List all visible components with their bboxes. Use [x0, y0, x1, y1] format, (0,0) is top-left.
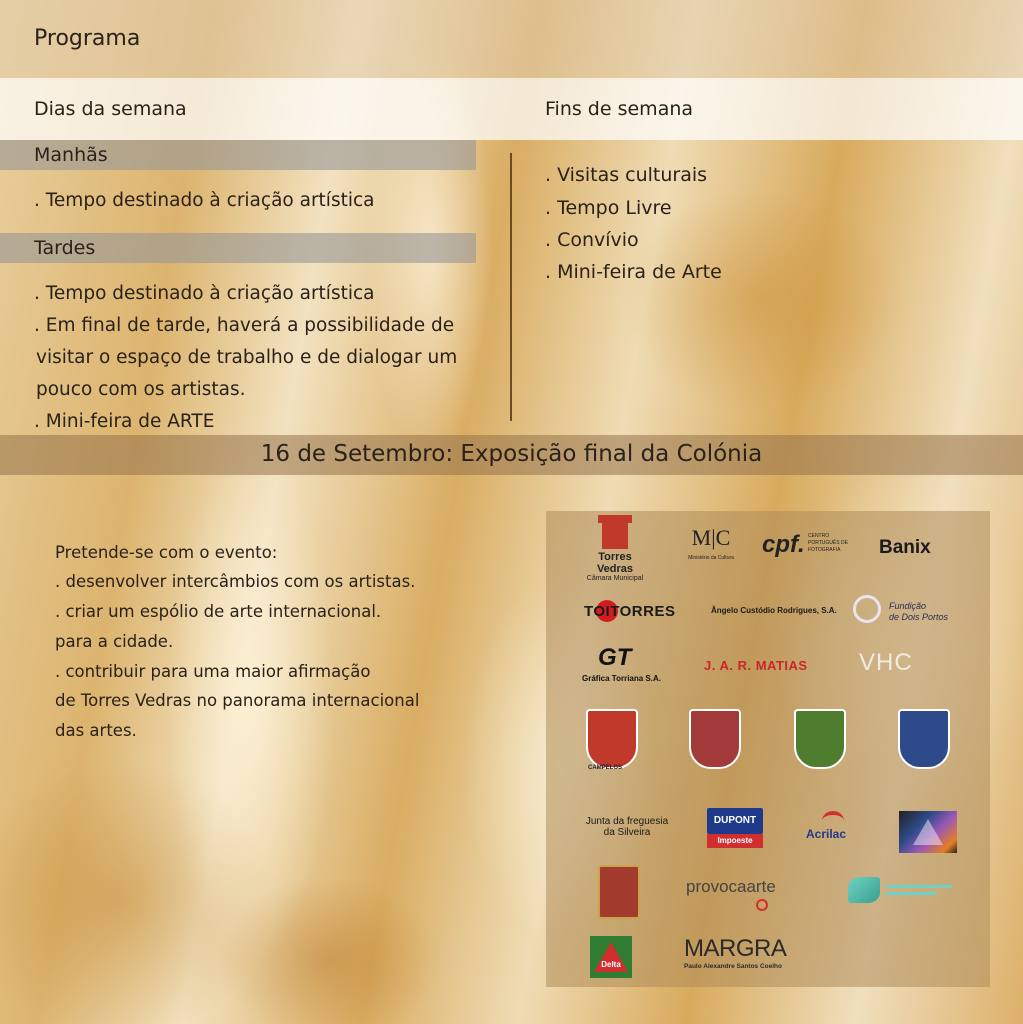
mornings-item: . Tempo destinado à criação artística: [34, 190, 375, 211]
margra-sub: Paulo Alexandre Santos Coelho: [684, 963, 783, 970]
gear-icon: [853, 595, 881, 623]
silveira-line2: da Silveira: [603, 827, 651, 838]
provocaarte-logo: [686, 877, 806, 907]
torres-vedras-logo: [580, 521, 650, 582]
purpose-line: para a cidade.: [55, 632, 174, 651]
torres-vedras-sub: Câmara Municipal: [586, 575, 644, 582]
toitorres-logo: [584, 599, 694, 625]
delta-logo: [590, 936, 632, 978]
weekend-item: . Tempo Livre: [545, 197, 672, 219]
final-event-text: 16 de Setembro: Exposição final da Colónia: [260, 441, 763, 467]
mc-logo: [676, 525, 746, 561]
acrilac-logo: [804, 811, 874, 851]
provocaarte-name: provocaarte: [686, 877, 776, 896]
smile-icon: [756, 899, 768, 911]
mc-sub: Ministério da Cultura: [688, 555, 734, 561]
purpose-line: de Torres Vedras no panorama internacional: [55, 691, 420, 710]
page-title: Programa: [34, 26, 141, 51]
mornings-bar: [0, 140, 476, 170]
column-divider: [510, 153, 512, 421]
tower-icon: [602, 521, 628, 549]
margra-mark: MARGRA: [684, 935, 787, 962]
cpf-sub: CENTRO PORTUGUÊS DE FOTOGRAFIA: [808, 533, 848, 553]
campelos-label: CAMPELOS: [588, 765, 623, 771]
foundation-logo-icon: [848, 877, 958, 905]
cpf-mark: cpf.: [762, 531, 805, 558]
purpose-line: . desenvolver intercâmbios com os artistas.: [55, 572, 416, 591]
banix-logo: Banix: [879, 537, 931, 558]
toitorres-name: TOITORRES: [584, 603, 676, 620]
delta-name: Delta: [601, 960, 621, 969]
margra-logo: [684, 935, 804, 975]
mc-mark: M|C: [691, 525, 731, 550]
grafica-mark: GT: [598, 644, 632, 671]
dois-portos-logo: [853, 595, 963, 631]
vhc-logo: VHC: [859, 649, 913, 676]
dois-portos-name: Fundição: [889, 601, 927, 611]
mornings-label: Manhãs: [34, 144, 108, 166]
weekend-item: . Mini-feira de Arte: [545, 261, 722, 283]
parish-crest-blue-icon: [898, 709, 950, 769]
purpose-line: das artes.: [55, 721, 137, 740]
grafica-logo: [580, 644, 680, 684]
purpose-line: . criar um espólio de arte internacional.: [55, 602, 382, 621]
afternoons-line: . Mini-feira de ARTE: [34, 411, 215, 432]
local-crest-icon: [598, 865, 640, 919]
header-band: [0, 0, 1023, 78]
silveira-logo: [572, 816, 682, 838]
cpf-logo: [762, 531, 862, 565]
acrilac-name: Acrilac: [806, 827, 847, 841]
weekends-heading: Fins de semana: [545, 98, 694, 120]
dupont-logo: [707, 808, 763, 850]
afternoons-label: Tardes: [34, 237, 96, 259]
afternoons-bar: [0, 233, 476, 263]
afternoons-line: visitar o espaço de trabalho e de dialogar um: [36, 347, 458, 368]
angelo-logo: Ângelo Custódio Rodrigues, S.A.: [711, 606, 837, 615]
weekdays-heading: Dias da semana: [34, 98, 187, 120]
torres-vedras-name: Torres Vedras: [596, 551, 634, 575]
afternoons-line: . Em final de tarde, haverá a possibilidade de: [34, 315, 455, 336]
afternoons-line: . Tempo destinado à criação artística: [34, 283, 375, 304]
sponsors-panel: [546, 511, 990, 987]
parish-crest-green-icon: [794, 709, 846, 769]
dupont-sub: Impoeste: [707, 834, 763, 848]
weekend-item: . Visitas culturais: [545, 164, 708, 186]
weekend-item: . Convívio: [545, 229, 639, 251]
dois-portos-sub: de Dois Portos: [889, 612, 949, 622]
purpose-line: . contribuir para uma maior afirmação: [55, 662, 371, 681]
purpose-line: Pretende-se com o evento:: [55, 543, 278, 562]
matias-logo: J. A. R. MATIAS: [704, 658, 808, 673]
dupont-mark: DUPONT: [707, 808, 763, 834]
triangle-art-logo-icon: [899, 811, 957, 853]
campelos-crest-icon: [586, 709, 638, 769]
silveira-line1: Junta da freguesia: [585, 816, 669, 827]
parish-crest-icon: [689, 709, 741, 769]
grafica-sub: Gráfica Torriana S.A.: [582, 674, 661, 683]
afternoons-line: pouco com os artistas.: [36, 379, 246, 400]
